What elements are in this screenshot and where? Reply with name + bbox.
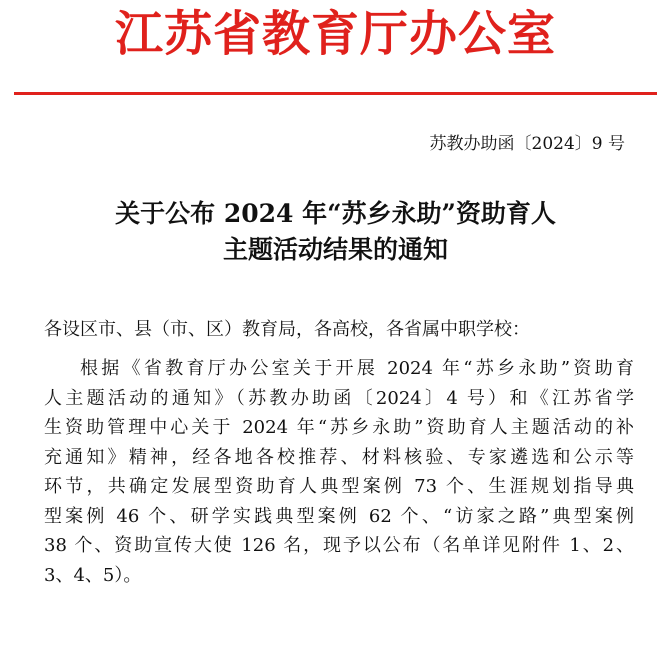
title-line-1: 关于公布 2024 年“苏乡永助”资助育人 <box>115 199 556 228</box>
body-line: 充通知》精神，经各地各校推荐、材料核验、专家遴选和公示等 <box>44 446 634 468</box>
body-line: 3、4、5）。 <box>44 564 142 586</box>
body-line: 型案例 46 个、研学实践典型案例 62 个、“访家之路”典型案例 <box>44 505 634 527</box>
body-line: 人主题活动的通知》（苏教办助函〔2024〕4 号）和《江苏省学 <box>44 387 634 409</box>
salutation: 各设区市、县（市、区）教育局，各高校，各省属中职学校： <box>44 319 530 340</box>
title-line-2: 主题活动结果的通知 <box>222 235 448 264</box>
document-title <box>0 196 671 268</box>
masthead-org-name: 江苏省教育厅办公室 <box>114 6 556 62</box>
masthead-divider <box>14 92 657 95</box>
body-line: 生资助管理中心关于 2024 年“苏乡永助”资助育人主题活动的补 <box>44 417 634 438</box>
document-number: 苏教办助函〔2024〕9 号 <box>429 134 625 154</box>
body-paragraph <box>44 354 634 590</box>
body-line: 根据《省教育厅办公室关于开展 2024 年“苏乡永助”资助育 <box>80 358 634 379</box>
body-line: 环节，共确定发展型资助育人典型案例 73 个、生涯规划指导典 <box>44 476 634 497</box>
body-line: 38 个、资助宣传大使 126 名，现予以公布（名单详见附件 1、2、 <box>44 535 634 556</box>
